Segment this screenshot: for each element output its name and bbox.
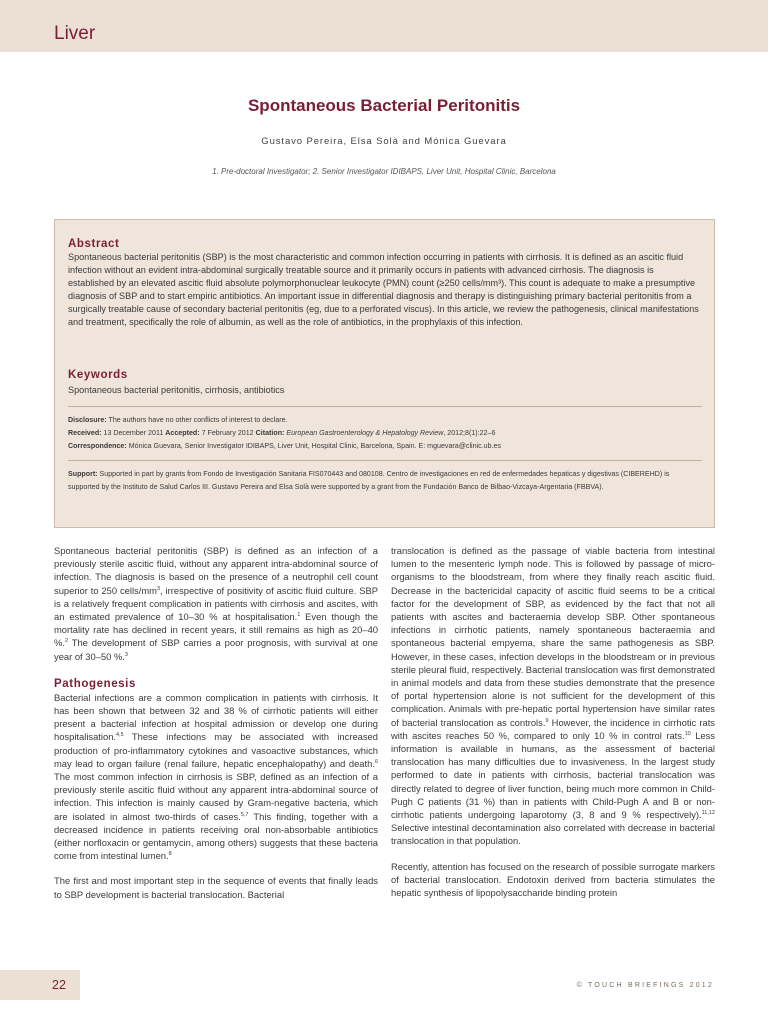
- disclosure-label: Disclosure:: [68, 416, 107, 424]
- support-label: Support:: [68, 470, 98, 478]
- correspondence-text: Mónica Guevara, Senior Investigator IDIBAPS, Liver Unit, Hospital Clinic, Barcelona, Spain. E: mguevara@clinic.ub.es: [128, 442, 502, 450]
- body-paragraph: [54, 544, 378, 663]
- body-paragraph: [391, 544, 715, 848]
- correspondence-label: Correspondence:: [68, 442, 127, 450]
- text-run: Even though the mortality rate has declined in recent years, it still remains as high as 20–40 %.: [54, 611, 378, 649]
- publisher-credit: © TOUCH BRIEFINGS 2012: [576, 982, 714, 989]
- citation-detail: , 2012;8(1):22–6: [443, 429, 496, 437]
- abstract-heading: Abstract: [68, 238, 120, 250]
- divider: [68, 406, 702, 407]
- support-note: [68, 468, 702, 493]
- citation-ref: 4,5: [116, 732, 124, 739]
- text-run: This finding, together with a decreased incidence in patients receiving oral non-absorbable antibiotics (either norfloxacin or gentamycin, among others) suggests that these bacteria come from intestinal lumen.: [54, 810, 378, 862]
- accepted-label: Accepted:: [165, 429, 200, 437]
- citation-label: Citation:: [255, 429, 285, 437]
- text-run: , irrespective of positivity of ascitic fluid culture. SBP is a relatively frequent complication in patients with cirrhosis and ascites, with an estimated prevalence of 10–30 % at hospitalisation.: [54, 584, 378, 623]
- received-label: Received:: [68, 429, 102, 437]
- text-run: The most common infection in cirrhosis is SBP, defined as an infection of a previously sterile ascitic fluid without any apparent intra-abdominal source of infection. This infection is mainly caused by Gram-negative bacteria, which are isolated in almost two-thirds of cases.: [54, 771, 378, 822]
- body-paragraph: [54, 691, 378, 863]
- disclosure-line: [68, 414, 702, 427]
- header-band: [0, 0, 768, 52]
- text-run: Bacterial infections are a common complication in patients with cirrhosis. It has been shown that between 32 and 38 % of cirrhotic patients will either present a bacterial infection at hospital admission or develop one during hospitalisation.: [54, 691, 378, 743]
- body-paragraph: Recently, attention has focused on the research of possible surrogate markers of bacterial translocation. Endotoxin derived from bacteria stimulates the hepatic synthesis of lipopolysaccharide binding protein: [391, 860, 715, 899]
- divider: [68, 460, 702, 461]
- body-paragraph: The first and most important step in the sequence of events that finally leads to SBP development is bacterial translocation. Bacterial: [54, 875, 378, 900]
- pathogenesis-heading: Pathogenesis: [54, 677, 136, 690]
- text-run: Selective intestinal decontamination also correlated with decrease in bacterial translocation in that population.: [391, 822, 715, 847]
- text-run: These infections may be associated with increased production of pro-inflammatory cytokines and vasoactive substances, which may lead to organ failure (renal failure, hepatic encephalopathy) and death.: [54, 731, 378, 769]
- citation-ref: 9: [545, 717, 549, 724]
- citation-ref: 5,7: [240, 811, 249, 818]
- accepted-date: 7 February 2012: [201, 429, 254, 437]
- citation-ref: 8: [168, 851, 172, 858]
- text-run: However, the incidence in cirrhotic rats with ascites reaches 50 %, compared to only 10 % in control rats.: [391, 716, 715, 741]
- abstract-text: Spontaneous bacterial peritonitis (SBP) is the most characteristic and common infection occurring in patients with cirrhosis. It is defined as an ascitic fluid infection without an evident intra-abdominal surgically treatable source and it primarily occurs in patients with advanced cirrhosis. The diagnosis is established by an elevated ascitic fluid absolute polymorphonuclear leukocyte (PMN) count (≥250 cells/mm³). This count is adequate to make a presumptive diagnosis of SBP and to start empiric antibiotics. An important issue in differential diagnosis and therapy is distinguishing primary bacterial peritonitis from a surgically treatable cause of secondary bacterial peritonitis (eg, due to a perforated viscus). In this article, we review the pathogenesis, clinical manifestations and treatment, specifically the role of albumin, as well as the role of antibiotics, in the prophylaxis of this infection.: [68, 252, 699, 328]
- body-right-column: [391, 544, 715, 899]
- text-run: translocation is defined as the passage of viable bacteria from intestinal lumen to the mesenteric lymph node. This is followed by passage of micro-organisms to the bloodstream, from where they finally reach ascitic fluid. Decrease in the bactericidal capacity of ascitic fluid seems to be a critical factor for the development of SBP, as evidenced by the fact that not all patients with ascites and bacteraemia develop SBP. Other spontaneous infections in cirrhotic patients, namely spontaneous bacteraemia and spontaneous bacterial empyema, share the same pathogenesis as SBP. However, in these cases, infection develops in the bloodstream or in previous sterile pleural fluid, respectively. Bacterial translocation was first demonstrated in animal models and data from these studies demonstrate that the presence of portal hypertension alone is not sufficient for the development of this complication. Animals with pre-hepatic portal hypertension have similar rates of bacterial translocation as controls.: [391, 545, 715, 728]
- text-run: Spontaneous bacterial peritonitis (SBP) is defined as an infection of a previously sterile ascitic fluid, without any apparent intra-abdominal source of infection. The diagnosis is based on the presence of a neutrophil cell count superior to 250 cells/mm: [54, 545, 378, 596]
- citation-ref: 11,12: [701, 809, 715, 816]
- citation-journal: European Gastroenterology & Hepatology Review: [286, 429, 444, 437]
- citation-ref: 1: [297, 611, 301, 618]
- superscript: 3: [156, 585, 161, 592]
- received-date: 13 December 2011: [103, 429, 164, 437]
- text-run: The development of SBP carries a poor prognosis, with survival at one year of 30–50 %.: [54, 637, 378, 662]
- abstract-box: [54, 219, 715, 528]
- section-name: Liver: [54, 23, 96, 44]
- text-run: Less information is available in humans, as the assessment of bacterial translocation has many difficulties due to invasiveness. In the largest study performed to date in patients with cirrhosis, bacterial translocation was directly related to degree of liver function, being much more common in Child-Pugh C patients (31 %) than in patients with Child-Pugh A and B or non-cirrhotic patients undergoing laparotomy (3, 8 and 9 % respectively).: [391, 729, 715, 821]
- citation-ref: 6: [374, 758, 378, 765]
- article-affiliation: 1. Pre-doctoral Investigator; 2. Senior Investigator IDIBAPS, Liver Unit, Hospital Clinic, Barcelona: [212, 167, 556, 176]
- correspondence-line: [68, 440, 702, 453]
- article-authors: Gustavo Pereira, Elsa Solà and Mónica Guevara: [261, 136, 507, 147]
- article-title: Spontaneous Bacterial Peritonitis: [247, 96, 521, 115]
- disclosure-text: The authors have no other conflicts of interest to declare.: [108, 416, 288, 424]
- received-line: [68, 427, 702, 440]
- page-number: 22: [52, 978, 66, 992]
- keywords-heading: Keywords: [68, 369, 128, 381]
- citation-ref: 2: [64, 638, 69, 645]
- support-text: Supported in part by grants from Fondo de Investigación Sanitaria FIS070443 and 080108. Centro de investigaciones en red de enfermedades hepaticas y digestivas (CIBEREHD) is supported by the Instituto de Salud Carlos III. Gustavo Pereira and Elsa Solà were supported by a grant from the Fundación Banco de Bilbao-Vizcaya-Argentaria (FBBVA).: [68, 470, 670, 491]
- citation-ref: 3: [124, 651, 128, 658]
- keywords-text: Spontaneous bacterial peritonitis, cirrhosis, antibiotics: [68, 385, 285, 395]
- body-left-column: [54, 544, 378, 901]
- footer-band: [0, 970, 80, 1000]
- citation-ref: 10: [684, 730, 691, 737]
